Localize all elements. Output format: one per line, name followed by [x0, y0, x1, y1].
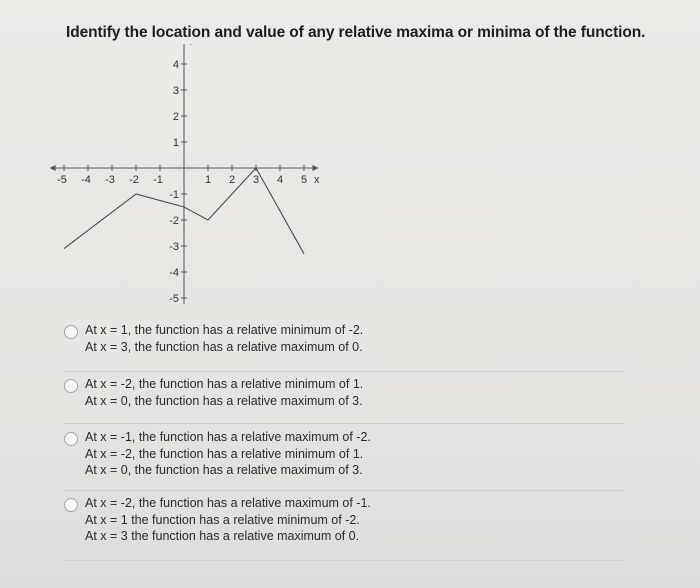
- y-tick-label: -2: [169, 215, 179, 227]
- x-tick-label: -3: [105, 174, 115, 186]
- option-line: At x = 1 the function has a relative minimum of -2.: [85, 512, 360, 527]
- radio-button[interactable]: [64, 325, 78, 339]
- option-line: At x = 1, the function has a relative minimum of -2.: [85, 323, 364, 337]
- option-divider: [64, 371, 624, 372]
- y-tick-label: -5: [169, 293, 179, 304]
- x-tick-label: -4: [81, 174, 91, 186]
- radio-button[interactable]: [64, 498, 78, 512]
- y-tick-label: 1: [172, 137, 179, 149]
- x-tick-label: -1: [153, 174, 163, 186]
- x-tick-label: -2: [129, 174, 139, 186]
- option-4[interactable]: [64, 495, 371, 545]
- option-line: At x = -1, the function has a relative maximum of -2.: [85, 430, 371, 444]
- option-2[interactable]: [64, 376, 363, 409]
- function-graph: [50, 44, 330, 304]
- x-tick-label: 4: [276, 174, 284, 186]
- option-divider: [64, 423, 624, 424]
- radio-button[interactable]: [64, 432, 78, 446]
- x-tick-label: -5: [57, 174, 67, 186]
- option-line: At x = 0, the function has a relative maximum of 3.: [85, 463, 363, 477]
- y-tick-label: [173, 44, 179, 45]
- x-tick-label: 5: [300, 174, 308, 186]
- y-tick-label: -4: [169, 267, 179, 279]
- option-divider: [64, 490, 624, 491]
- x-tick-label: 2: [228, 174, 236, 186]
- y-tick-label: -1: [169, 189, 179, 201]
- option-line: At x = 3 the function has a relative maximum of 0.: [85, 529, 360, 543]
- x-tick-label: 3: [252, 174, 260, 186]
- y-tick-label: 3: [172, 85, 179, 97]
- x-axis-arrow-left: [50, 165, 56, 171]
- y-tick-label: 2: [172, 111, 179, 123]
- x-axis-arrow-right: [312, 165, 318, 171]
- option-divider: [64, 560, 624, 561]
- option-3[interactable]: [64, 429, 371, 479]
- option-line: At x = -2, the function has a relative minimum of 1.: [85, 377, 364, 391]
- x-axis-label: x: [314, 174, 320, 186]
- question-text: Identify the location and value of any relative maxima or minima of the function.: [66, 24, 646, 41]
- option-line: At x = -2, the function has a relative minimum of 1.: [85, 446, 364, 461]
- y-tick-label: -3: [169, 241, 179, 253]
- option-1[interactable]: [64, 322, 363, 355]
- y-tick-label: 4: [172, 59, 179, 71]
- radio-button[interactable]: [64, 379, 78, 393]
- x-tick-label: 1: [204, 174, 212, 186]
- option-line: At x = -2, the function has a relative maximum of -1.: [85, 496, 371, 510]
- option-line: At x = 0, the function has a relative maximum of 3.: [85, 393, 363, 408]
- tick-labels: [57, 44, 320, 304]
- y-axis-label: [190, 44, 196, 45]
- option-line: At x = 3, the function has a relative maximum of 0.: [85, 339, 363, 354]
